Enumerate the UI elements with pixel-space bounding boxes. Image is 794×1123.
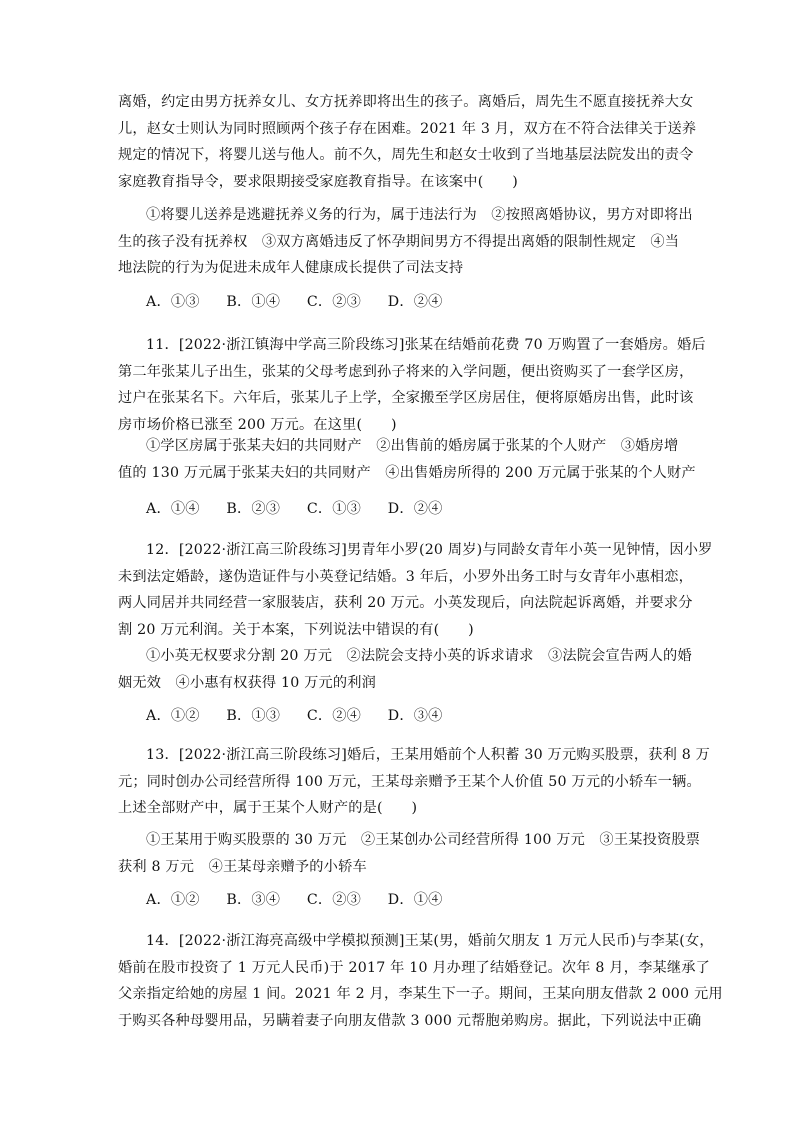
stem-line: 14．[2022·浙江海亮高级中学模拟预测]王某(男，婚前欠朋友 1 万元人民币)与李某(女，	[146, 933, 714, 949]
option-line: 地法院的行为为促进未成年人健康成长提供了司法支持	[118, 260, 464, 276]
question-11-options	[118, 433, 696, 486]
choice-c: C．①③	[306, 501, 362, 517]
stem-line: 规定的情况下，将婴儿送与他人。前不久，周先生和赵女士收到了当地基层法院发出的责令	[118, 147, 694, 163]
stem-line: 第二年张某儿子出生，张某的父母考虑到孙子将来的入学问题，便出资购买了一套学区房，	[118, 363, 694, 380]
question-12-choices	[146, 705, 666, 725]
stem-line: 11．[2022·浙江镇海中学高三阶段练习]张某在结婚前花费 70 万购置了一套婚房。婚后	[146, 337, 706, 353]
choice-d: D．②④	[387, 294, 443, 310]
stem-line: 12．[2022·浙江高三阶段练习]男青年小罗(20 周岁)与同龄女青年小英一见钟情，因小罗	[146, 542, 713, 558]
choice-b: B．①③	[226, 708, 281, 724]
stem-line: 父亲指定给她的房屋 1 间。2021 年 2 月，李某生下一子。期间，王某向朋友借款 2 000 元用	[118, 986, 723, 1002]
choice-d: D．③④	[387, 708, 443, 724]
stem-line: 两人同居并共同经营一家服装店，获利 20 万元。小英发现后，向法院起诉离婚，并要求分	[118, 595, 693, 611]
option-line: ①学区房属于张某夫妇的共同财产 ②出售前的婚房属于张某的个人财产 ③婚房增	[146, 438, 679, 454]
question-11-choices	[146, 498, 666, 518]
option-line: ①小英无权要求分割 20 万元 ②法院会支持小英的诉求请求 ③法院会宣告两人的婚	[146, 648, 692, 664]
stem-line: 上述全部财产中，属于王某个人财产的是( )	[118, 800, 418, 816]
option-line: 姻无效 ④小惠有权获得 10 万元的利润	[118, 674, 377, 691]
choice-c: C．②④	[306, 708, 362, 724]
choice-a: A．①③	[146, 294, 200, 310]
question-12-options	[118, 643, 692, 696]
choice-a: A．①④	[146, 501, 200, 517]
question-10-choices	[146, 291, 666, 311]
stem-line: 元；同时创办公司经营所得 100 万元，王某母亲赠予王某个人价值 50 万元的小轿车一辆。	[118, 773, 701, 790]
stem-line: 婚前在股市投资了 1 万元人民币)于 2017 年 10 月办理了结婚登记。次年 8 月，李某继承了	[118, 959, 711, 976]
question-13-options	[118, 827, 701, 880]
question-10-stem	[118, 89, 697, 195]
choice-c: C．②③	[306, 294, 362, 310]
stem-line: 离婚，约定由男方抚养女儿、女方抚养即将出生的孩子。离婚后，周先生不愿直接抚养大女	[118, 94, 694, 110]
choice-b: B．③④	[226, 892, 281, 908]
option-line: ①王某用于购买股票的 30 万元 ②王某创办公司经营所得 100 万元 ③王某投资股票	[146, 832, 701, 848]
choice-c: C．②③	[306, 892, 362, 908]
option-line: ①将婴儿送养是逃避抚养义务的行为，属于违法行为 ②按照离婚协议，男方对即将出	[146, 207, 693, 223]
stem-line: 13．[2022·浙江高三阶段练习]婚后，王某用婚前个人积蓄 30 万元购买股票，获利 8 万	[146, 747, 711, 763]
stem-line: 未到法定婚龄，遂伪造证件与小英登记结婚。3 年后，小罗外出务工时与女青年小惠相恋，	[118, 568, 694, 585]
question-13-stem	[118, 742, 711, 822]
choice-b: B．①④	[226, 294, 281, 310]
question-13-choices	[146, 889, 666, 909]
question-14-stem	[118, 928, 723, 1034]
stem-line: 于购买各种母婴用品，另瞒着妻子向朋友借款 3 000 元帮胞弟购房。据此，下列说法中正确	[118, 1012, 702, 1029]
choice-a: A．①②	[146, 708, 200, 724]
option-line: 获利 8 万元 ④王某母亲赠予的小轿车	[118, 858, 367, 875]
choice-a: A．①②	[146, 892, 200, 908]
question-12-stem	[118, 537, 713, 643]
option-line: 值的 130 万元属于张某夫妇的共同财产 ④出售婚房所得的 200 万元属于张某的个人财产	[118, 464, 696, 481]
stem-line: 儿，赵女士则认为同时照顾两个孩子存在困难。2021 年 3 月，双方在不符合法律关于送养	[118, 120, 697, 137]
stem-line: 割 20 万元利润。关于本案，下列说法中错误的有( )	[118, 621, 474, 638]
stem-line: 家庭教育指导令，要求限期接受家庭教育指导。在该案中( )	[118, 173, 518, 190]
choice-b: B．②③	[226, 501, 281, 517]
question-11-stem	[118, 332, 706, 438]
stem-line: 过户在张某名下。六年后，张某儿子上学，全家搬至学区房居住，便将原婚房出售，此时该	[118, 390, 694, 406]
choice-d: D．②④	[387, 501, 443, 517]
option-line: 生的孩子没有抚养权 ③双方离婚违反了怀孕期间男方不得提出离婚的限制性规定 ④当	[118, 233, 680, 250]
choice-d: D．①④	[387, 892, 443, 908]
stem-line: 房市场价格已涨至 200 万元。在这里( )	[118, 416, 397, 433]
question-10-options	[118, 202, 693, 282]
